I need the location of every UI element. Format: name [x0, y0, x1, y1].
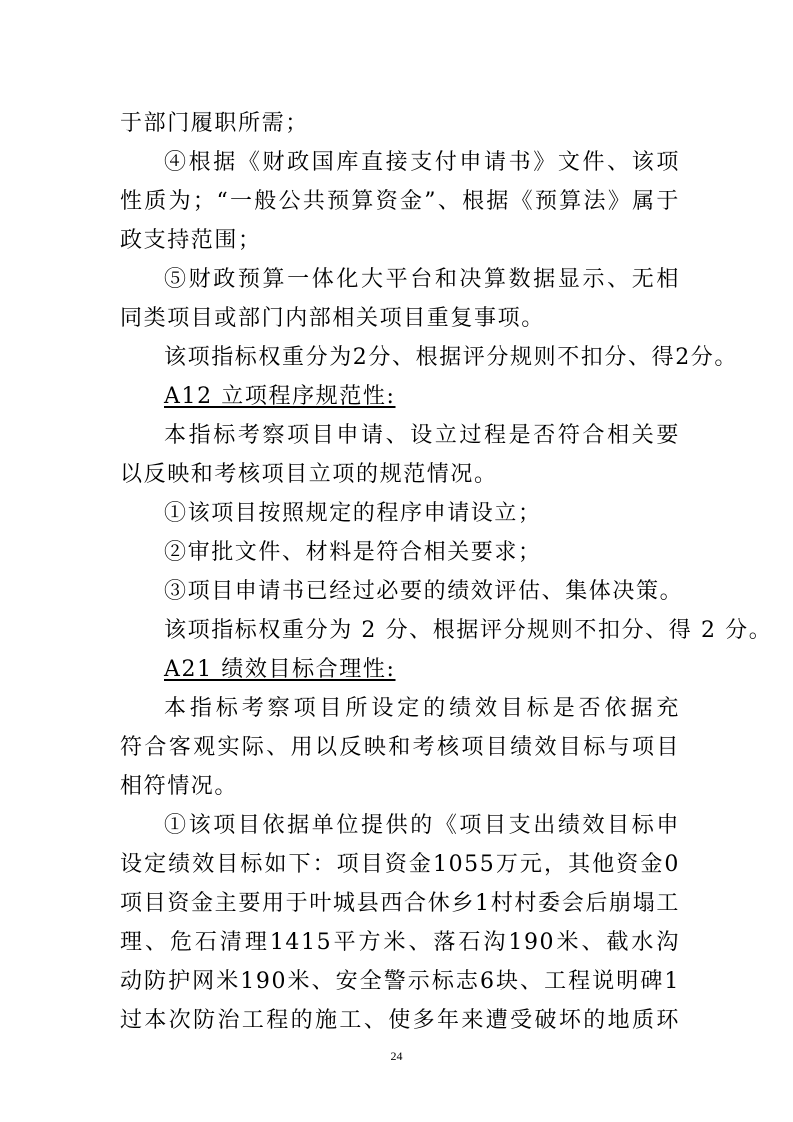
text-line-11: ①该项目按照规定的程序申请设立；: [164, 501, 542, 526]
text-line-7: 该项指标权重分为2分、根据评分规则不扣分、得2分。: [164, 345, 738, 370]
text-line-16: 本指标考察项目所设定的绩效目标是否依据充: [164, 696, 680, 721]
text-line-13: ③项目申请书已经过必要的绩效评估、集体决策。: [164, 579, 684, 604]
text-line-24: 过本次防治工程的施工、使多年来遭受破坏的地质环: [120, 1008, 680, 1033]
text-line-20: 设定绩效目标如下：项目资金1055万元，其他资金0: [120, 852, 680, 877]
text-line-3: 性质为；“一般公共预算资金”、根据《预算法》属于: [120, 189, 680, 214]
text-line-22: 理、危石清理1415平方米、落石沟190米、截水沟: [120, 930, 680, 955]
text-line-6: 同类项目或部门内部相关项目重复事项。: [120, 306, 545, 331]
text-line-19: ①该项目依据单位提供的《项目支出绩效目标申: [164, 813, 680, 838]
text-line-18: 相符情况。: [120, 774, 239, 799]
text-line-17: 符合客观实际、用以反映和考核项目绩效目标与项目: [120, 735, 680, 760]
text-line-12: ②审批文件、材料是符合相关要求；: [164, 540, 542, 565]
text-line-2: ④根据《财政国库直接支付申请书》文件、该项: [164, 150, 680, 175]
page-number: 24: [390, 1049, 403, 1063]
text-line-5: ⑤财政预算一体化大平台和决算数据显示、无相: [164, 267, 680, 292]
text-line-4: 政支持范围；: [120, 228, 262, 253]
text-line-23: 动防护网米190米、安全警示标志6块、工程说明碑1: [120, 969, 680, 994]
text-line-14: 该项指标权重分为 2 分、根据评分规则不扣分、得 2 分。: [164, 618, 773, 643]
section-heading-a12: A12 立项程序规范性:: [164, 384, 396, 409]
text-line-10: 以反映和考核项目立项的规范情况。: [120, 462, 498, 487]
text-line-9: 本指标考察项目申请、设立过程是否符合相关要: [164, 423, 680, 448]
section-heading-a21: A21 绩效目标合理性:: [164, 657, 396, 682]
text-line-21: 项目资金主要用于叶城县西合休乡1村村委会后崩塌工: [120, 891, 680, 916]
text-line-1: 于部门履职所需；: [120, 111, 309, 136]
